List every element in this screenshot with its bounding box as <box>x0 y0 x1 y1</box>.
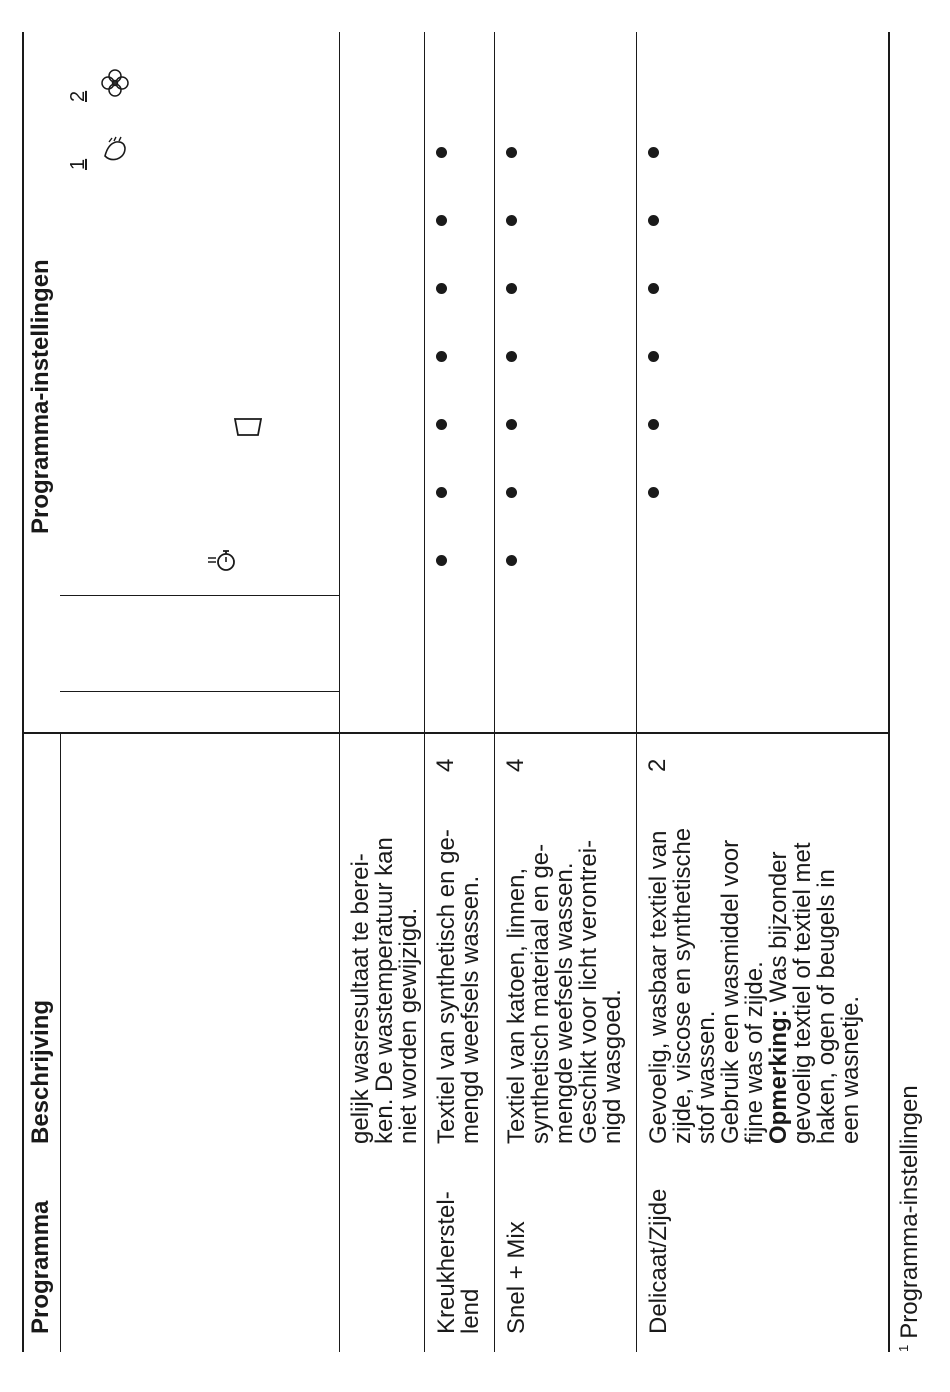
row4-number: 2 <box>644 758 671 772</box>
dot-row2-col2 <box>436 487 447 498</box>
dot-row4-col3 <box>648 419 659 430</box>
dot-row4-col6 <box>648 215 659 226</box>
dot-row2-col5 <box>436 283 447 294</box>
row2-desc-line2: mengd weefsels wassen. <box>457 875 484 1144</box>
row2-desc-line1: Textiel van synthetisch en ge- <box>433 829 460 1144</box>
dot-row2-col6 <box>436 215 447 226</box>
rule-row4 <box>636 32 637 1352</box>
footnote <box>896 1085 924 1352</box>
rule-bottom <box>888 32 890 1352</box>
dot-row3-col1 <box>506 555 517 566</box>
dot-row2-col3 <box>436 419 447 430</box>
row2-number: 4 <box>432 758 459 772</box>
dot-row3-col2 <box>506 487 517 498</box>
dot-row3-col6 <box>506 215 517 226</box>
rule-vertical-col1 <box>60 691 339 692</box>
dot-row3-col5 <box>506 283 517 294</box>
dot-row4-col7 <box>648 147 659 158</box>
row3-desc-line2: synthetisch materiaal en ge- <box>527 843 554 1144</box>
dot-row2-col4 <box>436 351 447 362</box>
header-instellingen: Programma-instellingen <box>27 259 54 534</box>
rule-vertical-main <box>22 732 890 734</box>
row4-desc-line3: stof wassen. <box>693 1010 720 1144</box>
row4-opmerking-line2: gevoelig textiel of textiel met <box>789 842 816 1144</box>
rule-settings-header <box>60 734 61 1352</box>
rule-vertical-col2 <box>60 595 339 596</box>
dot-row4-col2 <box>648 487 659 498</box>
opmerking-label: Opmerking: <box>765 1009 792 1144</box>
opmerking-text-line1: Was bijzonder <box>765 851 792 1010</box>
row3-programma: Snel + Mix <box>503 1221 530 1334</box>
row4-desc-line1: Gevoelig, wasbaar textiel van <box>645 830 672 1144</box>
row2-programma-line1: Kreukherstel- <box>433 1191 460 1334</box>
dot-row3-col7 <box>506 147 517 158</box>
basin-icon <box>234 410 262 444</box>
row4-desc-line2: zijde, viscose en synthetische <box>669 827 696 1144</box>
row4-opmerking-line4: een wasnetje. <box>837 995 864 1144</box>
dot-row2-col7 <box>436 147 447 158</box>
row4-desc-line5: fijne was of zijde. <box>741 961 768 1144</box>
row4-opmerking-line3: haken, ogen of beugels in <box>813 869 840 1144</box>
row3-desc-line1: Textiel van katoen, linnen, <box>503 867 530 1144</box>
row1-desc-line1: gelijk wasresultaat te berei- <box>347 853 374 1144</box>
timer-icon <box>208 543 236 577</box>
rule-row2 <box>424 32 425 1352</box>
dot-row2-col1 <box>436 555 447 566</box>
flower-icon <box>100 68 130 98</box>
header-beschrijving: Beschrijving <box>27 999 54 1144</box>
row3-number: 4 <box>502 758 529 772</box>
soak-hand-icon <box>100 136 130 166</box>
row3-desc-line5: nigd wasgoed. <box>599 989 626 1144</box>
icon-label-2: 2 <box>67 90 89 102</box>
dot-row4-col5 <box>648 283 659 294</box>
row4-programma: Delicaat/Zijde <box>645 1188 672 1334</box>
footnote-text: Programma-instellingen <box>896 1085 923 1339</box>
row3-desc-line4: Geschikt voor licht verontrei- <box>575 839 602 1144</box>
icon-label-1: 1 <box>67 158 89 170</box>
dot-row4-col4 <box>648 351 659 362</box>
dot-row3-col4 <box>506 351 517 362</box>
row2-programma-line2: lend <box>457 1288 484 1334</box>
row1-desc-line3: niet worden gewijzigd. <box>395 907 422 1144</box>
dot-row3-col3 <box>506 419 517 430</box>
row1-desc-line2: ken. De wastemperatuur kan <box>371 837 398 1144</box>
row4-desc-line4: Gebruik een wasmiddel voor <box>717 839 744 1144</box>
rule-header-bottom-left <box>339 32 340 1352</box>
rule-row3 <box>494 32 495 1352</box>
footnote-marker: 1 <box>896 1344 911 1352</box>
header-programma: Programma <box>27 1200 54 1334</box>
row3-desc-line3: mengde weefsels wassen. <box>551 862 578 1144</box>
rule-top <box>22 32 24 1352</box>
